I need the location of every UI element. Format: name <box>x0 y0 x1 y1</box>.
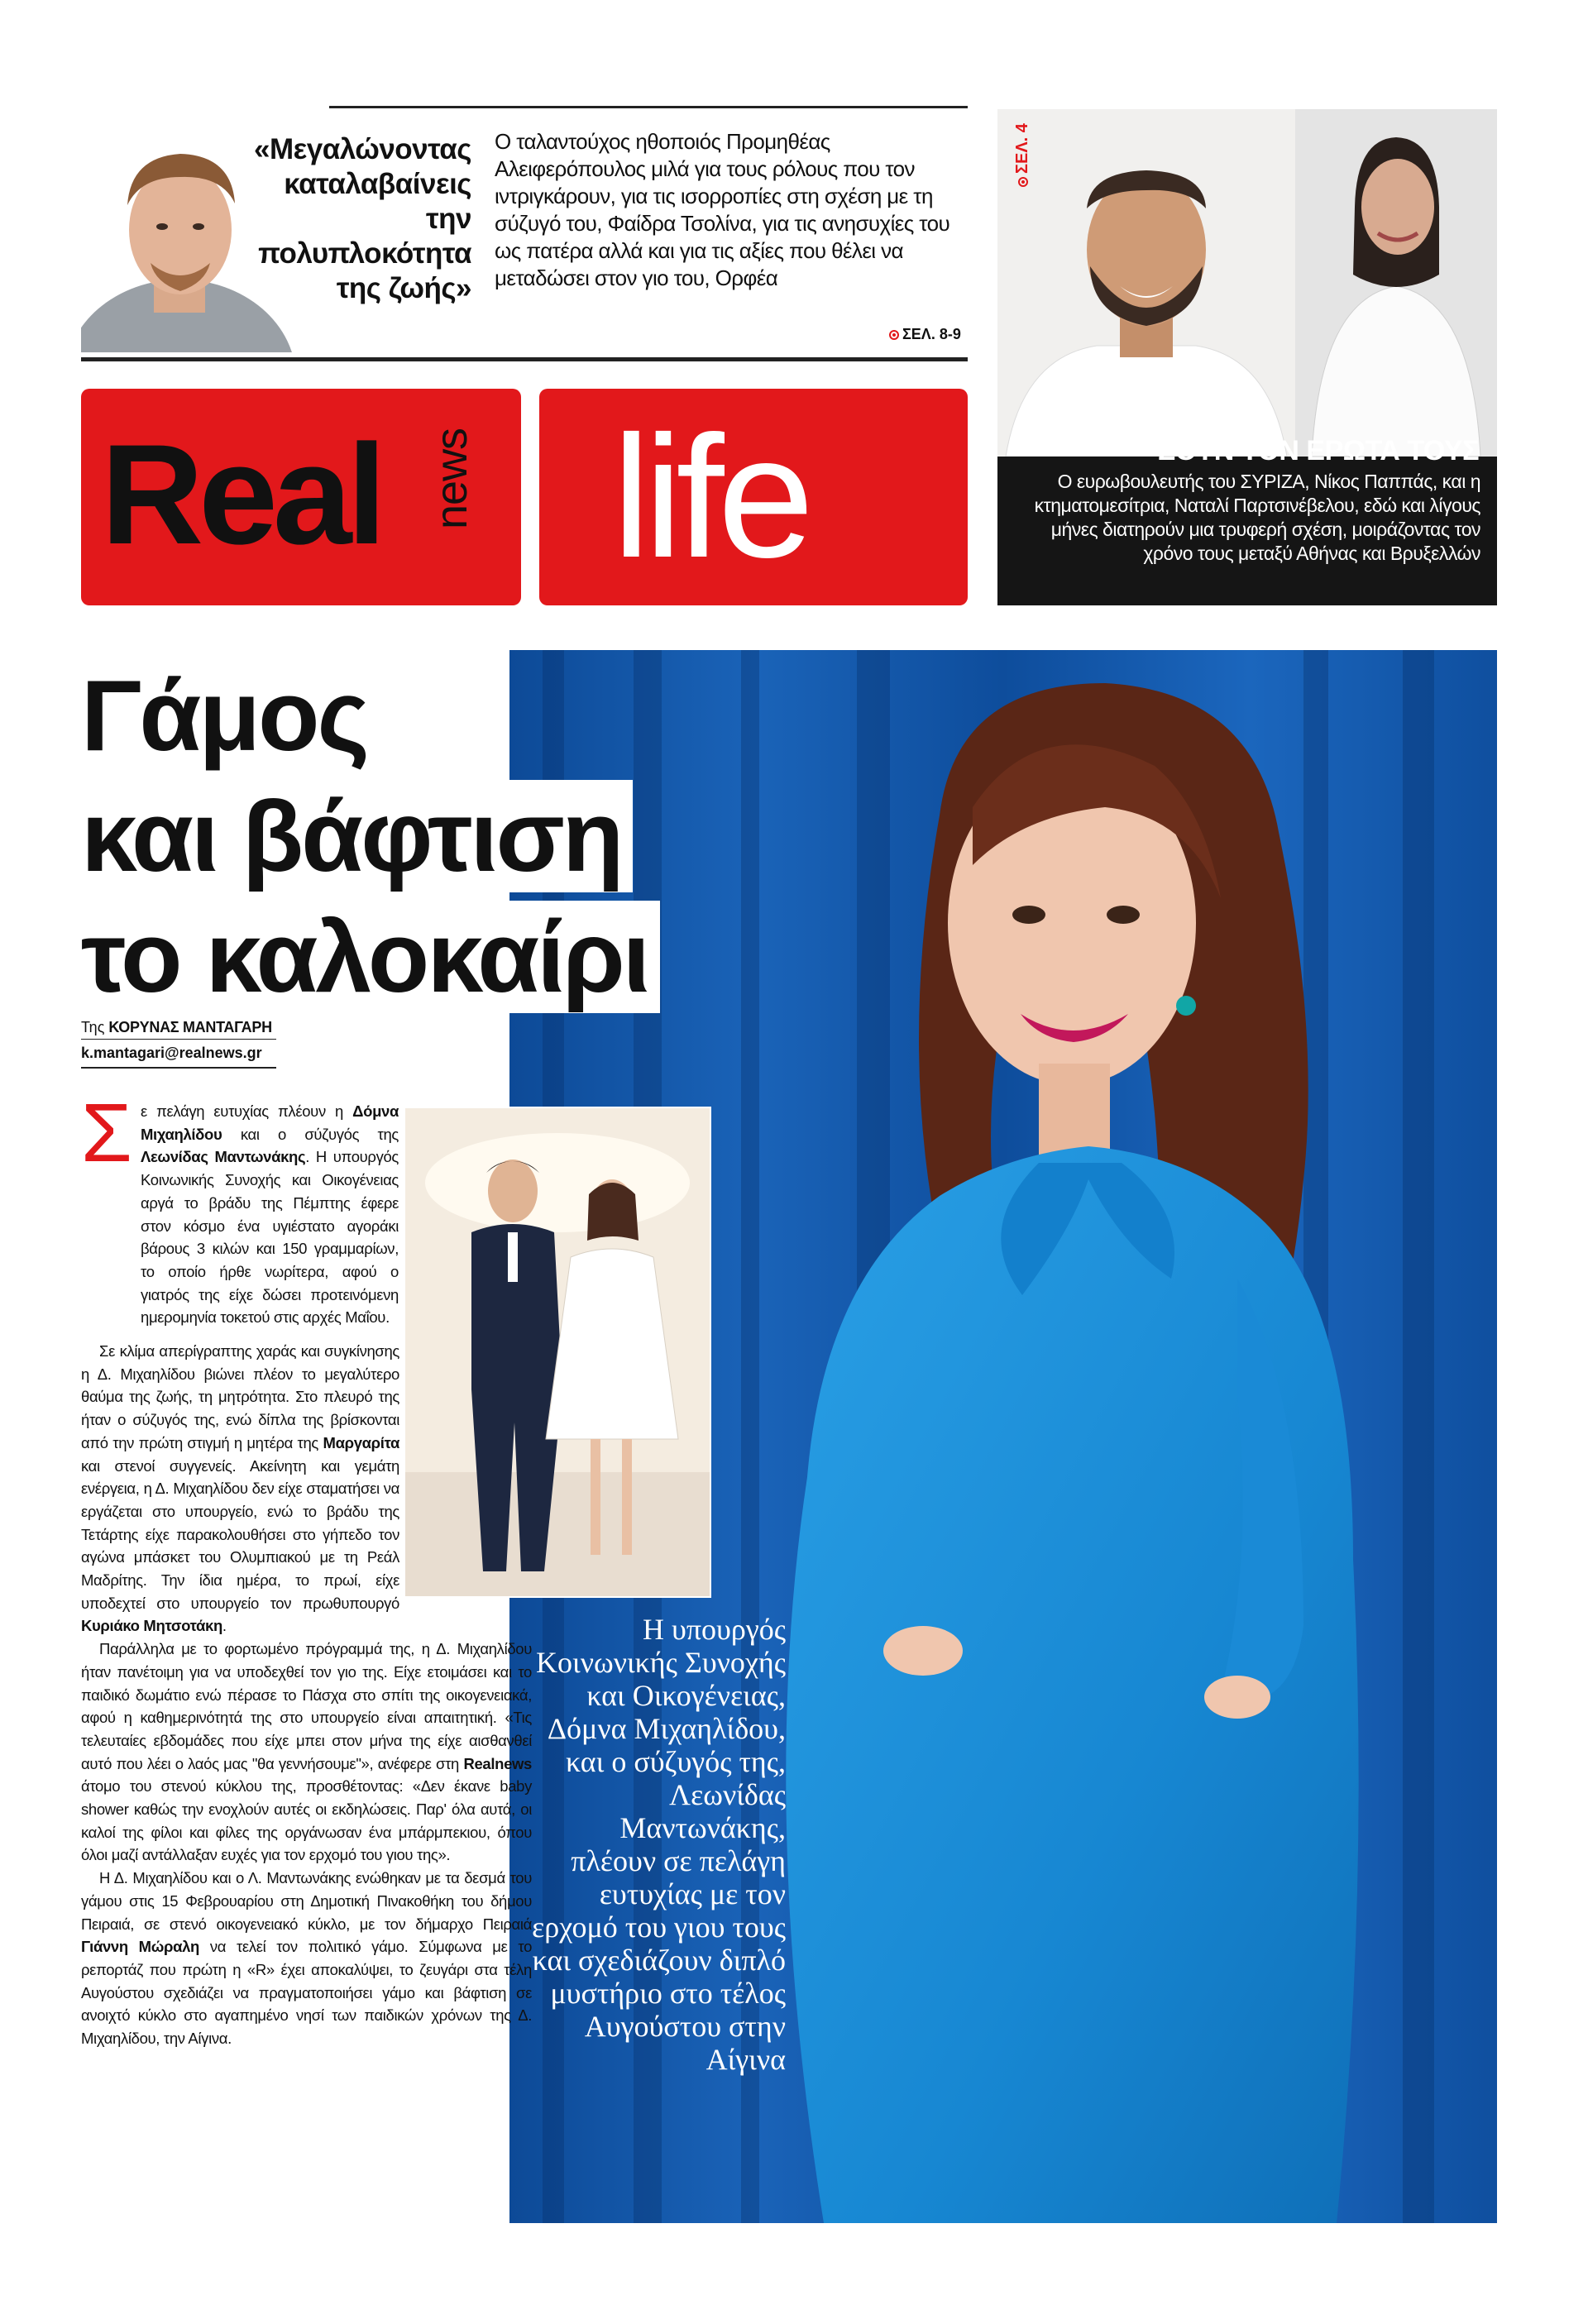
author-email-link[interactable]: k.mantagari@realnews.gr <box>81 1045 262 1061</box>
byline-rule <box>81 1067 276 1069</box>
article-lead: ε πελάγη ευτυχίας πλέουν η Δόμνα Μιχαηλίδου και ο σύζυγός της Λεωνίδας Μαντωνάκης. Η υπουργός Κοινωνικής Συνοχής και Οικογένειας αργά το βράδυ της Πέμπτης έφερε στον κόσμο ένα υγιέστατο αγοράκι βάρους 3 κιλών και 150 γραμμαρίων, το οποίο ήρθε νωρίτερα, αφού ο γιατρός της είχε δώσει προτεινόμενη ημερομηνία τοκετού στις αρχές Μαΐου. <box>141 1102 399 1327</box>
logo-real-text: Real <box>101 415 382 574</box>
side-story-photo-woman <box>1295 109 1497 457</box>
byline-author: ΚΟΡΥΝΑΣ ΜΑΝΤΑΓΑΡΗ <box>108 1019 272 1035</box>
article-dropcap: Σ <box>81 1087 132 1179</box>
photo-caption: Η υπουργός Κοινωνικής Συνοχής και Οικογένειας, Δόμνα Μιχαηλίδου, και ο σύζυγός της, Λεωνίδας Μαντωνάκης, πλέουν σε πελάγη ευτυχίας με τον ερχομό του γιου τους και σχεδιάζουν διπλό μυστήριο στο τέλος Αυγούστου στην Αίγινα <box>532 1613 786 2076</box>
logo-life-text: life <box>612 399 808 594</box>
side-story-body: Ο ευρωβουλευτής του ΣΥΡΙΖΑ, Νίκος Παππάς, και η κτηματομεσίτρια, Ναταλί Παρτσινέβελου, εδώ και λίγους μήνες διατηρούν μια τρυφερή σχέση, μοιράζοντας τον χρόνο τους μεταξύ Αθήνας και Βρυξελλών <box>1034 471 1480 564</box>
article-body: Σε κλίμα απερίγραπτης χαράς και συγκίνησης η Δ. Μιχαηλίδου βιώνει πλέον το μεγαλύτερο θαύμα της ζωής, τη μητρότητα. Στο πλευρό της ήταν ο σύζυγός της, ενώ δίπλα της βρίσκονται από την πρώτη στιγμή η μητέρα της Μαργαρίτα και στενοί συγγενείς. Ακείνητη και γεμάτη ενέργεια, η Δ. Μιχαηλίδου δεν είχε σταματήσει να εργάζεται στο υπουργείο, ενώ το βράδυ της Τετάρτης είχε παρακολουθήσει στο γήπεδο τον αγώνα μπάσκετ του Ολυμπιακού με τη Ρεάλ Μαδρίτης. Την ίδια ημέρα, το πρωί, είχε υποδεχτεί στο υπουργείο τον πρωθυπουργό Κυριάκο Μητσοτάκη. Παράλληλα με το φορτωμένο πρόγραμμά της, η Δ. Μιχαηλίδου ήταν πανέτοιμη για να υποδεχθεί τον γιο της. Είχε ετοιμάσει και το παιδικό δωμάτιο ενώ πέρασε το Πάσχα στο σπίτι της οικογενειακά, αφού η καθημερινότητά της στο υπουργείο είναι απαιτητική. «Τις τελευταίες εβδομάδες που είχε μπει στον μήνα της είχε αισθανθεί αυτό που λέει ο λαός μας "θα γεννήσουμε"», ανέφερε στη Realnews άτομο του στενού κύκλου της, προσθέτοντας: «Δεν έκανε baby shower καθώς την ενοχλούν αυτές οι εκδηλώσεις. Παρ' όλα αυτά, οι καλοί της φίλοι και φίλες της οργάνωσαν ένα μπάρμπεκιου, όπου όλοι μαζί αντάλλαξαν ευχές για τον ερχομό του γιου της». Η Δ. Μιχαηλίδου και ο Λ. Μαντωνάκης ενώθηκαν με τα δεσμά του γάμου στις 15 Φεβρουαρίου στη Δημοτική Πινακοθήκη του δήμου Πειραιά, σε στενό οικογενειακό κύκλο, με τον δήμαρχο Πειραιά Γιάννη Μώραλη να τελεί τον πολιτικό γάμο. Σύμφωνα με το ρεπορτάζ που πρώτη η «R» έχει αποκαλύψει, το ζευγάρι στα τέλη Αυγούστου σχεδιάζει να πραγματοποιήσει γάμο και βάφτιση σε ανοιχτό κύκλο στο αγαπημένο νησί των παιδικών χρόνων της Δ. Μιχαηλίδου, την Αίγινα. <box>81 1342 533 2048</box>
byline-rule-top <box>81 1039 276 1040</box>
byline <box>81 1019 272 1036</box>
side-story-page-ref-label: ΣΕΛ. 4 <box>1013 123 1031 174</box>
headline-line-2: και βάφτιση <box>81 776 726 897</box>
teaser-page-ref-label: ΣΕΛ. 8-9 <box>902 326 961 342</box>
side-story-photo-man <box>997 109 1295 457</box>
headline-line-1: Γάμος <box>81 655 726 776</box>
side-story-page-ref[interactable] <box>1013 123 1032 187</box>
bottom-rule <box>81 357 968 361</box>
target-icon <box>1018 177 1028 187</box>
teaser-body: Ο ταλαντούχος ηθοποιός Προμηθέας Αλειφερόπουλος μιλά για τους ρόλους που τον ιντριγκάρουν, για τις ισορροπίες στη σχέση με τη σύζυγό του, Φαίδρα Τσολίνα, για τις ανησυχίες του ως πατέρα αλλά και για τις αξίες που θέλει να μεταδώσει στον γιο του, Ορφέα <box>495 129 950 290</box>
teaser-quote: «Μεγαλώνοντας καταλαβαίνεις την πολυπλοκότητα της ζωής» <box>254 133 471 304</box>
teaser-page-ref[interactable] <box>889 326 961 343</box>
logo-news-text: news <box>427 428 476 529</box>
main-headline <box>81 655 726 1017</box>
headline-line-3: το καλοκαίρι <box>81 897 726 1017</box>
byline-prefix: Της <box>81 1019 105 1035</box>
side-story-headline: ΖΟΥΝ ΤΟΝ ΕΡΩΤΑ ΤΟΥΣ <box>1158 435 1479 466</box>
target-icon <box>889 330 899 340</box>
